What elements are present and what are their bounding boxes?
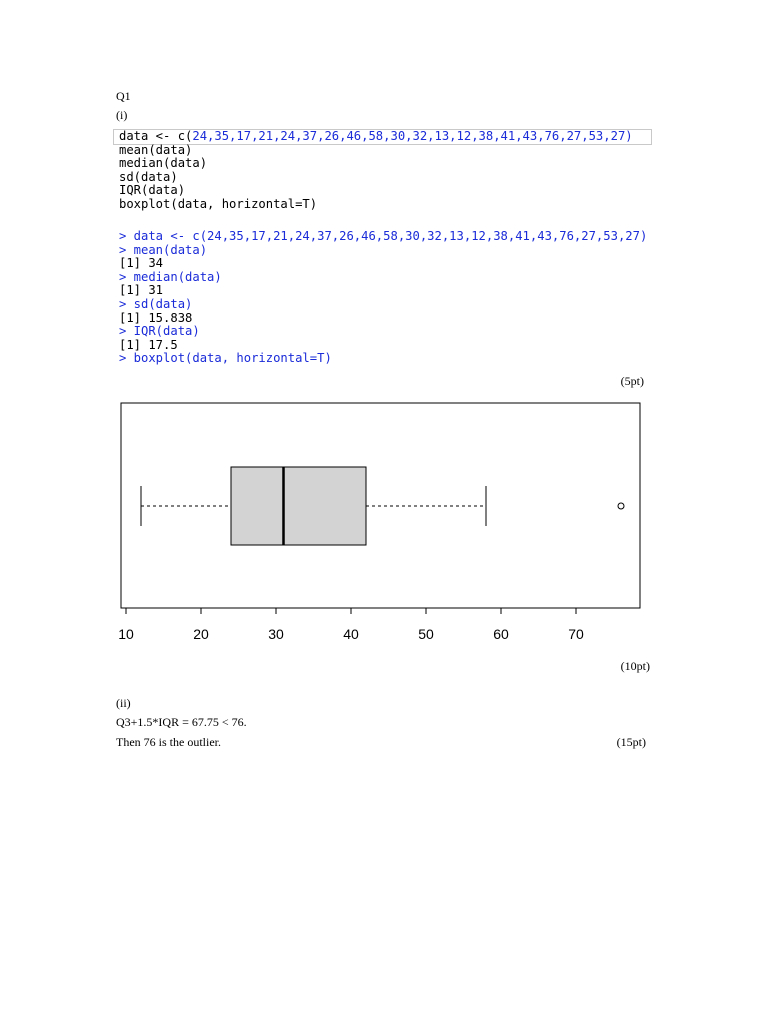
console-line: > data <- c(24,35,17,21,24,37,26,46,58,30,32,13,12,38,41,43,76,27,53,27): [119, 229, 648, 243]
x-axis-tick-label: 10: [118, 626, 134, 642]
script-line: mean(data): [119, 142, 193, 157]
x-axis-tick-label: 70: [568, 626, 584, 642]
script-line: IQR(data): [119, 183, 186, 198]
console-line: > sd(data): [119, 296, 193, 311]
x-axis-tick-label: 40: [343, 626, 359, 642]
console-line: > median(data): [119, 269, 222, 284]
x-axis-tick-label: 50: [418, 626, 434, 642]
x-axis-tick-label: 60: [493, 626, 509, 642]
console-line: > mean(data): [119, 242, 208, 257]
script-line: sd(data): [119, 169, 178, 184]
part-ii-label: (ii): [116, 696, 131, 710]
console-line: > boxplot(data, horizontal=T): [119, 351, 332, 366]
script-line1-prefix: data <- c(: [119, 129, 193, 143]
answer-ii-line1: Q3+1.5*IQR = 67.75 < 76.: [116, 715, 247, 729]
points-part-ii: (15pt): [616, 735, 646, 749]
answer-ii-line2: Then 76 is the outlier.: [116, 735, 221, 749]
console-line: [1] 31: [119, 283, 164, 298]
iqr-box: [231, 467, 366, 545]
console-line: [1] 17.5: [119, 337, 178, 352]
x-axis-tick-label: 20: [193, 626, 209, 642]
script-line: boxplot(data, horizontal=T): [119, 196, 318, 211]
part-i-label: (i): [116, 108, 128, 122]
points-part-i-code: (5pt): [620, 374, 644, 388]
console-line: > IQR(data): [119, 324, 200, 339]
console-line: [1] 34: [119, 256, 164, 271]
script-line1-values: 24,35,17,21,24,37,26,46,58,30,32,13,12,38,41,43,76,27,53,27): [192, 129, 633, 143]
points-part-i-plot: (10pt): [620, 659, 650, 673]
script-line: median(data): [119, 156, 208, 171]
question-number: Q1: [116, 89, 131, 103]
console-line: [1] 15.838: [119, 310, 193, 325]
outlier-point: [618, 503, 624, 509]
x-axis-tick-label: 30: [268, 626, 284, 642]
